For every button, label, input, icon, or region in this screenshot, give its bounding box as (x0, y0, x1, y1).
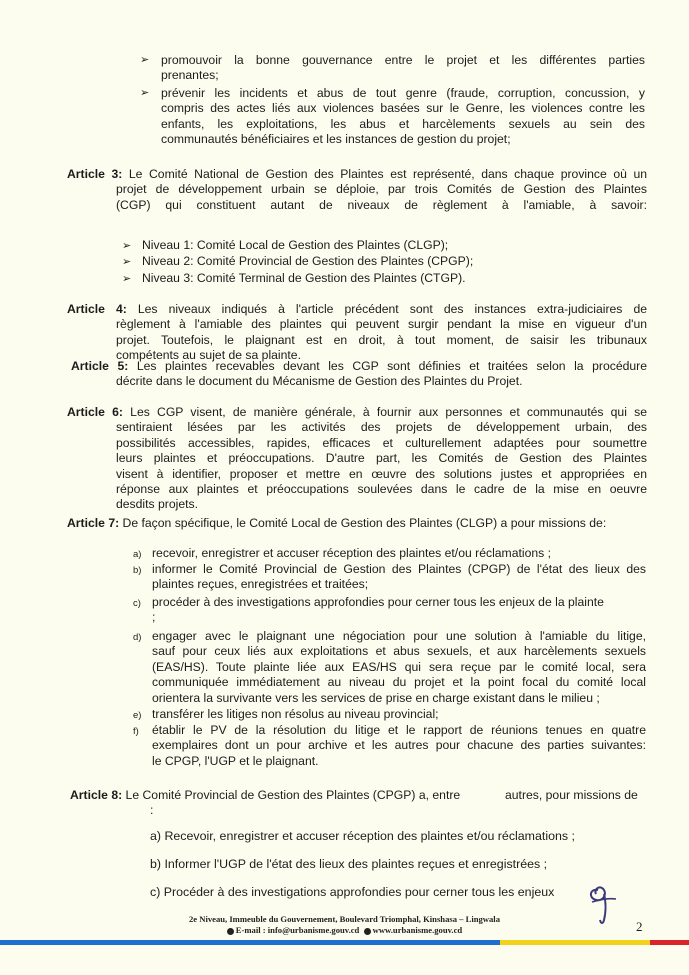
item-line: plaintes reçues, enregistrées et traitées; (152, 577, 369, 592)
item-line: procéder à des investigations approfondies pour cerner tous les enjeux de la plainte (152, 595, 604, 609)
article-text: Les niveaux indiqués à l'article précédent sont des instances extra-judiciaires de (137, 302, 647, 316)
mission-item (133, 723, 646, 769)
item-letter: f) (133, 726, 139, 737)
item-line: exemplaires dont un pour archive et les autres pour chacune des parties suivantes: (152, 738, 646, 753)
item-letter: a) (133, 549, 142, 560)
article-4 (67, 302, 647, 364)
item-letter: b) (133, 565, 142, 576)
arrow-bullet-icon: ➢ (122, 256, 132, 269)
bullet-dot-icon (364, 928, 371, 935)
article-label: Article 8: (70, 788, 123, 802)
level-item: ➢ Niveau 2: Comité Provincial de Gestion des Plaintes (CPGP); (122, 254, 622, 270)
article-text: De façon spécifique, le Comité Local de Gestion des Plaintes (CLGP) a pour missions de: (122, 516, 607, 530)
level-item: ➢ Niveau 3: Comité Terminal de Gestion des Plaintes (CTGP). (122, 271, 622, 287)
arrow-bullet-icon: ➢ (140, 87, 150, 99)
item-line: ; (152, 610, 156, 625)
article-text: Le Comité National de Gestion des Plaintes est représenté, dans chaque province où un (128, 167, 648, 181)
bullet-item (140, 86, 645, 148)
article-text: : (150, 803, 154, 818)
footer-bar-red (650, 940, 689, 945)
article-label: Article 3: (67, 167, 123, 181)
article-text: règlement à l'amiable des plaintes qui peuvent surgir pendant la mise en vigueur d'un (116, 317, 647, 332)
level-list (122, 238, 622, 287)
item-line: recevoir, enregistrer et accuser réception des plaintes et/ou réclamations ; (152, 546, 552, 560)
article-text: projet de développement urbain se déploie, par trois Comités de Gestion des Plaintes (116, 182, 647, 197)
article-label: Article 4: (67, 302, 127, 316)
article-text: possibilités accessibles, rapides, efficaces et culturellement adaptées pour soumettre (116, 435, 647, 450)
bullet-line: compris des actes liés aux violences basées sur le Genre, les violences contre les (161, 101, 645, 116)
arrow-bullet-icon: ➢ (140, 54, 150, 66)
article-text: projet. Toutefois, le plaignant est en droit, à tout moment, de saisir les tribunaux (116, 332, 647, 347)
mission-item (133, 562, 646, 593)
article-6 (67, 405, 647, 513)
article-text: visent à identifier, proposer et mettre en œuvre des solutions justes et appropriées en (116, 466, 647, 481)
footer-website: www.urbanisme.gouv.cd (372, 925, 463, 935)
article-text: desdits projets. (116, 497, 198, 512)
bullet-item (140, 53, 645, 84)
item-letter: e) (133, 710, 142, 721)
article-text: sentiraient lésées par les activités des projets de développement urbain, des (116, 420, 647, 435)
item-line: établir le PV de la résolution du litige et le rapport de réunions tenues en quatre (152, 723, 646, 737)
bullet-line: enfants, les exploitations, les abus et harcèlements sexuels au sein des (161, 116, 645, 131)
mission-item (133, 707, 646, 722)
arrow-bullet-icon: ➢ (122, 272, 132, 285)
mission-item: a) Recevoir, enregistrer et accuser réception des plaintes et/ou réclamations ; (150, 829, 575, 843)
page-number: 2 (636, 919, 643, 934)
arrow-bullet-icon: ➢ (122, 240, 132, 252)
bullet-dot-icon (227, 928, 234, 935)
article-text: leurs plaintes et préoccupations. D'autre part, les Comités de Gestion des Plaintes (116, 451, 647, 466)
article-text: compétents au sujet de sa plainte. (116, 348, 301, 363)
footer-address: 2e Niveau, Immeuble du Gouvernement, Boulevard Triomphal, Kinshasa – Lingwala (189, 914, 500, 924)
mission-item: b) Informer l'UGP de l'état des lieux des plaintes reçues et enregistrées ; (150, 857, 548, 871)
bullet-line: prenantes; (161, 68, 219, 83)
item-line: le CPGP, l'UGP et le plaignant. (152, 753, 319, 768)
bullet-line: prévenir les incidents et abus de tout genre (fraude, corruption, concussion, y (161, 86, 645, 100)
item-line: sauf pour ceux liés aux exploitations et abus sexuels, et aux harcèlements sexuels (152, 644, 646, 659)
footer-bar-yellow (500, 940, 650, 945)
footer-bar-blue (0, 940, 500, 945)
article-7 (67, 516, 647, 531)
article-label: Article 6: (67, 405, 123, 419)
item-line: orientera la survivante vers les services de prise en charge existant dans le milieu ; (152, 690, 600, 705)
mission-item (133, 546, 646, 561)
bullet-line: promouvoir la bonne gouvernance entre le projet et les différentes parties (161, 53, 645, 67)
item-line: transférer les litiges non résolus au niveau provincial; (152, 707, 439, 721)
article-text: Le Comité Provincial de Gestion des Plaintes (CPGP) a, entre (125, 788, 461, 802)
mission-item: c) Procéder à des investigations approfondies pour cerner tous les enjeux (150, 885, 555, 899)
article-5 (71, 359, 647, 390)
item-letter: d) (133, 632, 142, 643)
article-8 (70, 788, 647, 819)
footer-contact (0, 925, 689, 935)
mission-item (133, 595, 646, 626)
article-label: Article 5: (71, 359, 129, 373)
article-text: autres, pour missions de (505, 788, 638, 802)
item-line: (EAS/HS). Toute plainte liée aux EAS/HS qui sera reçue par le comité local, sera (152, 659, 646, 674)
article-text: Les plaintes recevables devant les CGP sont définies et traitées selon la procédure (136, 359, 647, 373)
article-3 (67, 167, 647, 213)
item-letter: c) (133, 598, 141, 609)
article-text: décrite dans le document du Mécanisme de Gestion des Plaintes du Projet. (116, 374, 523, 389)
item-line: informer le Comité Provincial de Gestion des Plaintes (CPGP) de l'état des lieux des (152, 562, 646, 576)
article-text: (CGP) qui constituent autant de niveaux de règlement à l'amiable, à savoir: (116, 197, 647, 212)
article-label: Article 7: (67, 516, 120, 530)
item-line: engager avec le plaignant une négociation pour une solution à l'amiable du litige, (152, 629, 646, 643)
item-line: communiquée immédiatement au niveau du projet et la point focal du comité local (152, 675, 646, 690)
bullet-line: communautés bénéficiaires et les instances de gestion du projet; (161, 132, 511, 147)
article-text: Les CGP visent, de manière générale, à fournir aux personnes et communautés qui se (130, 405, 647, 419)
footer-email: E-mail : info@urbanisme.gouv.cd (235, 925, 360, 935)
article-text: réponse aux plaintes et préoccupations soulevées dans le cadre de la mise en oeuvre (116, 482, 647, 497)
mission-item (133, 629, 646, 706)
level-item: ➢ Niveau 1: Comité Local de Gestion des Plaintes (CLGP); (122, 238, 622, 254)
